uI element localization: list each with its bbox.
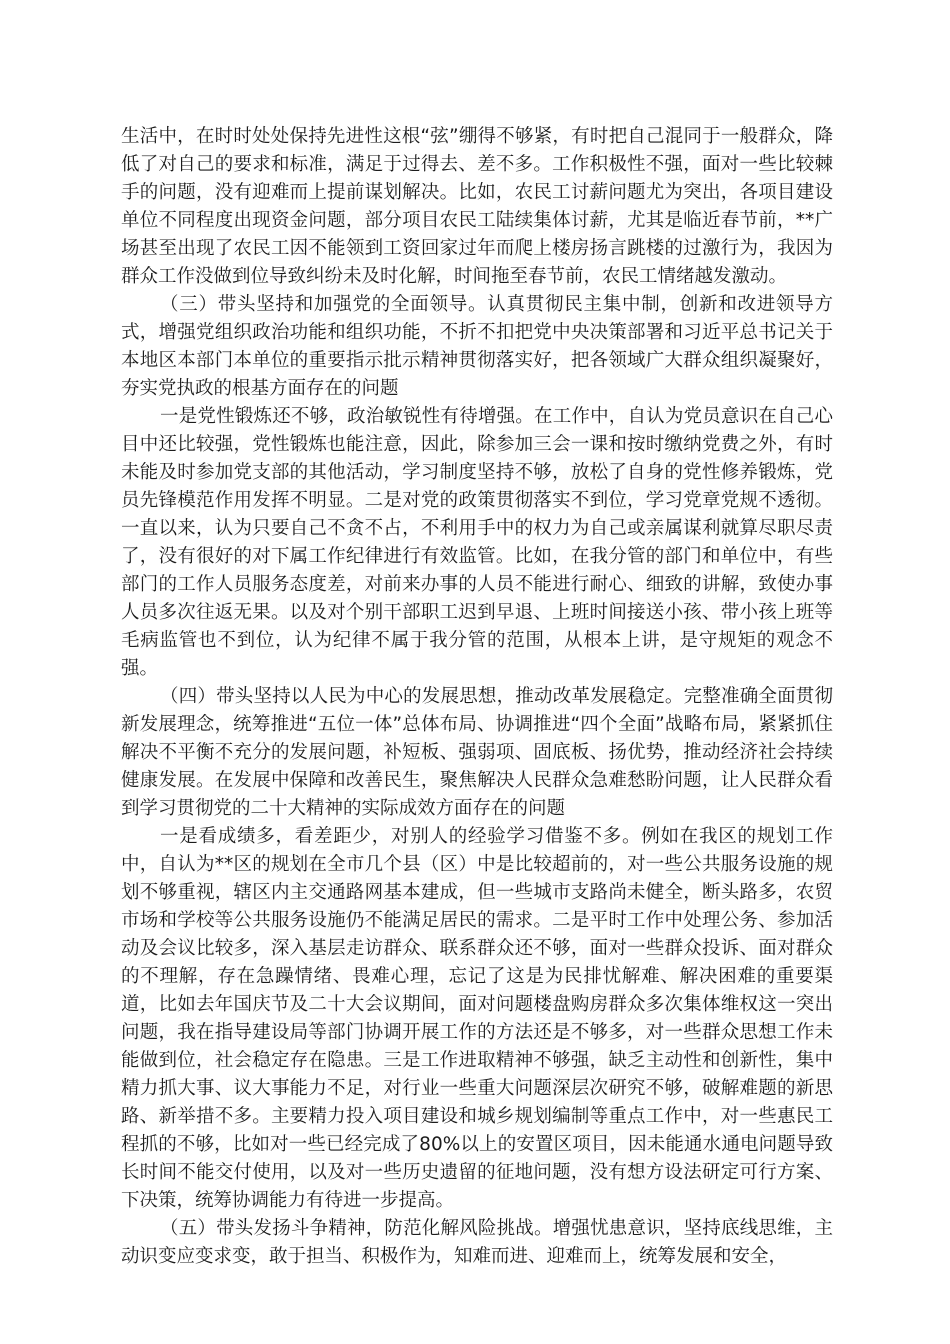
section-heading-3: （三）带头坚持和加强党的全面领导。认真贯彻民主集中制，创新和改进领导方式，增强党组织政治功能和组织功能，不折不扣把党中央决策部署和习近平总书记关于本地区本部门本单位的重要指示批示精神贯彻落实好，把各领域广大群众组织凝聚好，夯实党执政的根基方面存在的问题 <box>121 294 833 399</box>
paragraph-continuation: 生活中，在时时处处保持先进性这根“弦”绷得不够紧，有时把自己混同于一般群众，降低了对自己的要求和标准，满足于过得去、差不多。工作积极性不强，面对一些比较棘手的问题，没有迎难而上提前谋划解决。比如，农民工讨薪问题尤为突出，各项目建设单位不同程度出现资金问题，部分项目农民工陆续集体讨薪，尤其是临近春节前，**广场甚至出现了农民工因不能领到工资回家过年而爬上楼房扬言跳楼的过激行为，我因为群众工作没做到位导致纠纷未及时化解，时间拖至春节前，农民工情绪越发激动。 <box>121 126 833 287</box>
paragraph-body: 一是看成绩多，看差距少，对别人的经验学习借鉴不多。例如在我区的规划工作中，自认为**区的规划在全市几个县（区）中是比较超前的，对一些公共服务设施的规划不够重视，辖区内主交通路网基本建成，但一些城市支路尚未健全，断头路多，农贸市场和学校等公共服务设施仍不能满足居民的需求。二是平时工作中处理公务、参加活动及会议比较多，深入基层走访群众、联系群众还不够，面对一些群众投诉、面对群众的不理解，存在急躁情绪、畏难心理，忘记了这是为民排忧解难、解决困难的重要渠道，比如去年国庆节及二十大会议期间，面对问题楼盘购房群众多次集体维权这一突出问题，我在指导建设局等部门协调开展工作的方法还是不够多，对一些群众思想工作未能做到位，社会稳定存在隐患。三是工作进取精神不够强，缺乏主动性和创新性，集中精力抓大事、议大事能力不足，对行业一些重大问题深层次研究不够，破解难题的新思路、新举措不多。主要精力投入项目建设和城乡规划编制等重点工作中，对一些惠民工程抓的不够，比如对一些已经完成了80%以上的安置区项目，因未能通水通电问题导致长时间不能交付使用，以及对一些历史遗留的征地问题，没有想方设法研定可行方案、下决策，统筹协调能力有待进一步提高。 <box>121 826 833 1211</box>
document-body <box>121 123 833 1271</box>
section-heading-5: （五）带头发扬斗争精神，防范化解风险挑战。增强忧患意识，坚持底线思维，主动识变应变求变，敢于担当、积极作为，知难而进、迎难而上，统筹发展和安全， <box>121 1218 833 1267</box>
section-heading-4: （四）带头坚持以人民为中心的发展思想，推动改革发展稳定。完整准确全面贯彻新发展理念，统筹推进“五位一体”总体布局、协调推进“四个全面”战略布局，紧紧抓住解决不平衡不充分的发展问题，补短板、强弱项、固底板、扬优势，推动经济社会持续健康发展。在发展中保障和改善民生，聚焦解决人民群众急难愁盼问题，让人民群众看到学习贯彻党的二十大精神的实际成效方面存在的问题 <box>121 686 833 819</box>
paragraph-body: 一是党性锻炼还不够，政治敏锐性有待增强。在工作中，自认为党员意识在自己心目中还比较强，党性锻炼也能注意，因此，除参加三会一课和按时缴纳党费之外，有时未能及时参加党支部的其他活动，学习制度坚持不够，放松了自身的党性修养锻炼，党员先锋模范作用发挥不明显。二是对党的政策贯彻落实不到位，学习党章党规不透彻。一直以来，认为只要自己不贪不占，不利用手中的权力为自己或亲属谋利就算尽职尽责了，没有很好的对下属工作纪律进行有效监管。比如，在我分管的部门和单位中，有些部门的工作人员服务态度差，对前来办事的人员不能进行耐心、细致的讲解，致使办事人员多次往返无果。以及对个别干部职工迟到早退、上班时间接送小孩、带小孩上班等毛病监管也不到位，认为纪律不属于我分管的范围，从根本上讲，是守规矩的观念不强。 <box>121 406 833 679</box>
